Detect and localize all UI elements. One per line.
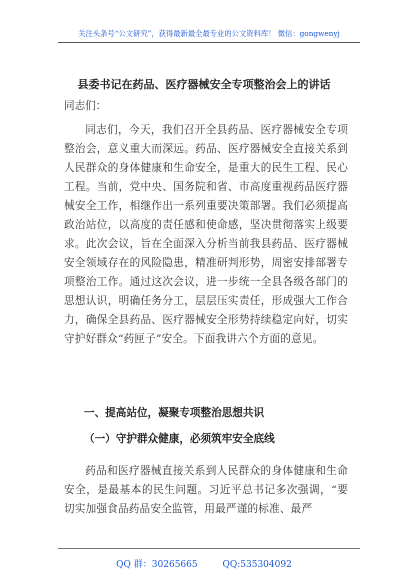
footer-qq: QQ:535304092 xyxy=(222,560,292,570)
footer-contacts xyxy=(0,557,408,570)
footer-divider xyxy=(58,548,360,549)
header-divider xyxy=(58,42,360,43)
subsection-heading: （一）守护群众健康，必须筑牢安全底线 xyxy=(84,433,275,445)
intro-paragraph: 同志们，今天，我们召开全县药品、医疗器械安全专项整治会，意义重大而深远。药品、医疗器械安全直接关系到人民群众的身体健康和生命安全，是重大的民生工程、民心工程。当前，党中央、国务院和省、市高度重视药品医疗器械安全工作，相继作出一系列重要决策部署。我们必须提高政治站位，以高度的责任感和使命感，坚决贯彻落实上级要求。此次会议，旨在全面深入分析当前我县药品、医疗器械安全领域存在的风险隐患，精准研判形势，周密安排部署专项整治工作。通过这次会议，进一步统一全县各级各部门的思想认识，明确任务分工，层层压实责任，形成强大工作合力，确保全县药品、医疗器械安全形势持续稳定向好，切实守护好群众“药匣子”安全。下面我讲六个方面的意见。 xyxy=(64,124,348,345)
footer-qq-group: QQ 群：30265665 xyxy=(116,560,198,570)
document-title: 县委书记在药品、医疗器械安全专项整治会上的讲话 xyxy=(77,78,331,91)
salutation: 同志们： xyxy=(64,100,107,112)
section-heading: 一、提高站位，凝聚专项整治思想共识 xyxy=(84,407,265,419)
body-paragraph: 药品和医疗器械直接关系到人民群众的身体健康和生命安全，是最基本的民生问题。习近平总书记多次强调，“要切实加强食品药品安全监管，用最严谨的标准、最严 xyxy=(64,465,348,515)
header-banner: 关注头条号“公文研究”，获得最新最全最专业的公文资料库！ 微信：gongwenyj xyxy=(78,29,340,38)
